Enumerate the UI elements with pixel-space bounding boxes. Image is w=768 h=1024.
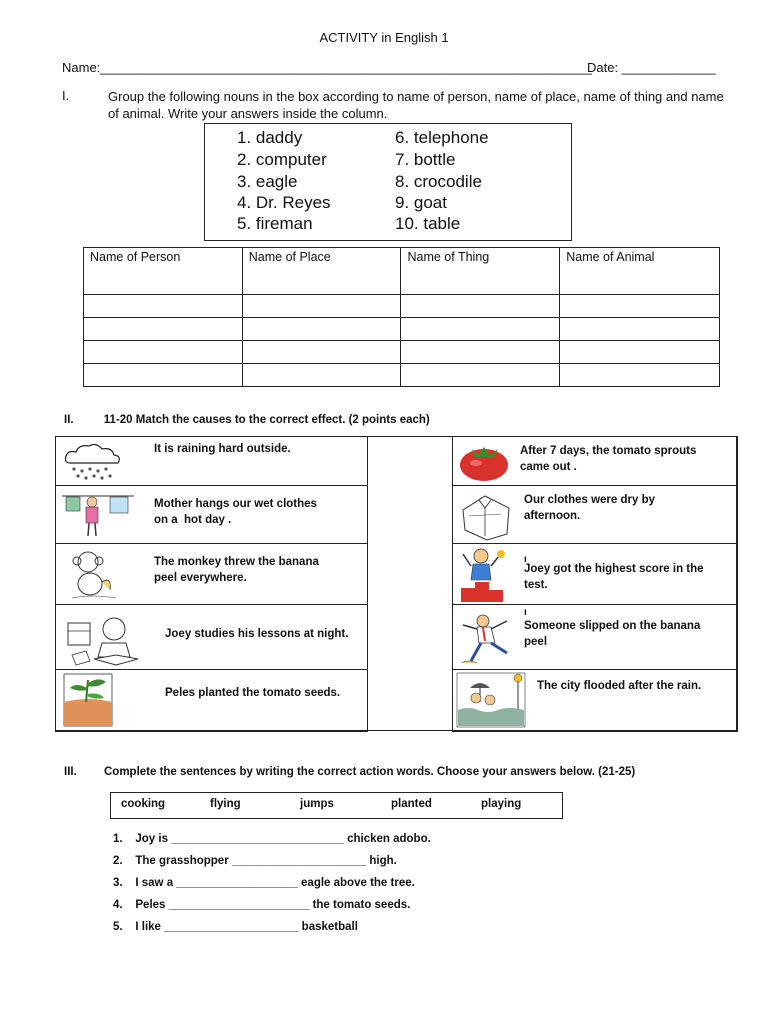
answer-cell[interactable] <box>84 318 243 341</box>
word-choice[interactable]: playing <box>481 798 522 810</box>
table-row <box>84 318 720 341</box>
match-grid <box>55 436 737 731</box>
sentence-item <box>113 899 410 911</box>
noun-item: 3. eagle <box>237 172 298 191</box>
cause-text: Joey studies his lessons at night. <box>165 628 349 640</box>
noun-box <box>204 123 572 241</box>
answer-cell[interactable] <box>560 318 720 341</box>
folded-shirt-icon <box>457 490 515 542</box>
table-row <box>84 364 720 387</box>
section-3-number: III. <box>64 766 77 778</box>
sentence-start: I like <box>135 921 161 933</box>
column-header-person: Name of Person <box>84 248 243 295</box>
rain-cloud-icon <box>62 443 124 481</box>
sentence-item <box>113 877 415 889</box>
sentence-start: Joy is <box>135 833 168 845</box>
column-header-place: Name of Place <box>242 248 401 295</box>
answer-blank[interactable]: ______________________ <box>168 899 310 911</box>
effect-row[interactable] <box>452 604 738 670</box>
cause-text: It is raining hard outside. <box>154 443 291 455</box>
column-header-animal: Name of Animal <box>560 248 720 295</box>
sentence-number: 4. <box>113 899 123 911</box>
monkey-icon <box>64 548 122 602</box>
sentence-start: The grasshopper <box>135 855 229 867</box>
sentence-number: 2. <box>113 855 123 867</box>
word-choice[interactable]: planted <box>391 798 432 810</box>
column-header-thing: Name of Thing <box>401 248 560 295</box>
answer-blank[interactable]: _____________________ <box>231 855 367 867</box>
section-2-heading <box>64 414 430 426</box>
word-choice[interactable]: cooking <box>121 798 166 810</box>
effect-row[interactable] <box>452 669 738 732</box>
effect-text: After 7 days, the tomato sprouts came out . <box>520 445 697 473</box>
sentence-end: high. <box>369 855 397 867</box>
section-3-instructions: Complete the sentences by writing the correct action words. Choose your answers below. (21-25) <box>103 766 636 778</box>
cause-row[interactable] <box>55 485 368 544</box>
noun-item: 4. Dr. Reyes <box>237 193 331 212</box>
cause-row[interactable] <box>55 436 368 486</box>
clothesline-icon <box>60 490 136 540</box>
noun-item: 7. bottle <box>395 150 456 169</box>
answer-cell[interactable] <box>560 295 720 318</box>
sentence-number: 3. <box>113 877 123 889</box>
effect-text: The city flooded after the rain. <box>537 680 702 692</box>
match-gap-column <box>367 436 453 731</box>
mark: ı <box>524 607 527 618</box>
word-choice[interactable]: flying <box>210 798 241 810</box>
cause-row[interactable] <box>55 543 368 605</box>
answer-cell[interactable] <box>84 341 243 364</box>
answer-blank[interactable]: ___________________________ <box>171 833 344 845</box>
name-field[interactable] <box>62 60 592 75</box>
answer-cell[interactable] <box>84 295 243 318</box>
cause-row[interactable] <box>55 604 368 670</box>
sentence-end: chicken adobo. <box>347 833 431 845</box>
page-title: ACTIVITY in English 1 <box>319 30 449 45</box>
cause-row[interactable] <box>55 669 368 732</box>
effect-text: Someone slipped on the banana peel <box>524 620 701 648</box>
answer-cell[interactable] <box>401 318 560 341</box>
slipping-man-icon <box>457 611 519 667</box>
studying-boy-icon <box>64 611 144 667</box>
sentence-number: 5. <box>113 921 123 933</box>
cause-text: Peles planted the tomato seeds. <box>165 687 341 699</box>
section-1-number: I. <box>62 88 70 103</box>
answer-cell[interactable] <box>560 364 720 387</box>
mark: ı <box>524 554 527 565</box>
noun-item: 10. table <box>395 214 461 233</box>
date-label: Date: <box>587 60 619 75</box>
noun-item: 1. daddy <box>237 128 303 147</box>
answer-cell[interactable] <box>401 295 560 318</box>
table-row <box>84 341 720 364</box>
date-blank[interactable]: _____________ <box>621 60 716 75</box>
noun-item: 2. computer <box>237 150 327 169</box>
sentence-end: basketball <box>301 921 358 933</box>
name-label: Name: <box>62 60 101 75</box>
noun-item: 5. fireman <box>237 214 313 233</box>
name-blank[interactable]: ____________________________________________________________________ <box>100 60 592 75</box>
answer-blank[interactable]: _____________________ <box>164 921 299 933</box>
sprout-icon <box>62 672 114 728</box>
effect-row[interactable] <box>452 543 738 605</box>
effect-row[interactable] <box>452 436 738 486</box>
answer-blank[interactable]: ___________________ <box>176 877 298 889</box>
word-choices-box <box>110 792 563 819</box>
effect-text: Our clothes were dry by afternoon. <box>524 494 656 522</box>
cause-text: The monkey threw the banana peel everywhere. <box>154 556 319 584</box>
flood-icon <box>456 672 526 728</box>
noun-category-table <box>83 247 720 387</box>
tomato-icon <box>456 439 512 483</box>
sentence-item <box>113 855 397 867</box>
sentence-start: Peles <box>135 899 166 911</box>
noun-item: 8. crocodile <box>395 172 482 191</box>
sentence-item <box>113 833 431 845</box>
answer-cell[interactable] <box>84 364 243 387</box>
answer-cell[interactable] <box>401 341 560 364</box>
answer-cell[interactable] <box>401 364 560 387</box>
sentence-item <box>113 921 358 933</box>
section-2-number: II. <box>64 414 74 426</box>
date-field[interactable] <box>587 60 716 75</box>
cause-text: Mother hangs our wet clothes on a hot day . <box>154 498 317 526</box>
section-2-instructions: 11-20 Match the causes to the correct effect. (2 points each) <box>103 414 430 426</box>
section-3-heading <box>64 766 635 778</box>
answer-cell[interactable] <box>242 318 401 341</box>
answer-cell[interactable] <box>242 295 401 318</box>
answer-cell[interactable] <box>560 341 720 364</box>
sentence-start: I saw a <box>135 877 174 889</box>
sentence-number: 1. <box>113 833 123 845</box>
sentence-end: the tomato seeds. <box>312 899 411 911</box>
effect-row[interactable] <box>452 485 738 544</box>
section-1-instructions: Group the following nouns in the box according to name of person, name of place, name of thing and name of animal. Write your answers inside the column. <box>108 89 724 121</box>
winner-podium-icon <box>457 546 511 604</box>
answer-cell[interactable] <box>242 364 401 387</box>
noun-item: 6. telephone <box>395 128 489 147</box>
noun-item: 9. goat <box>395 193 447 212</box>
sentence-end: eagle above the tree. <box>301 877 415 889</box>
effect-text: Joey got the highest score in the test. <box>524 563 704 591</box>
answer-cell[interactable] <box>242 341 401 364</box>
word-choice[interactable]: jumps <box>300 798 334 810</box>
table-row <box>84 295 720 318</box>
